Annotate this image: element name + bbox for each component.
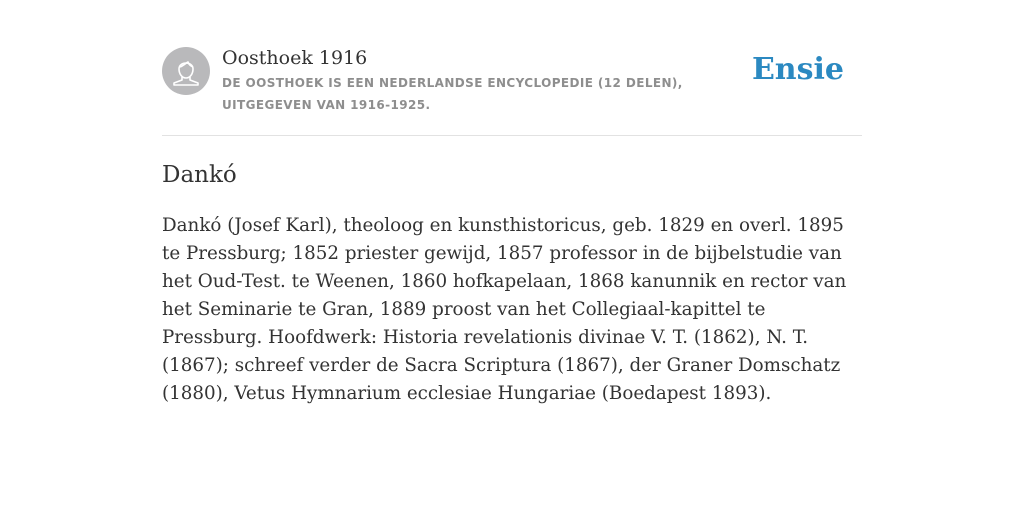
entry-title: Dankó bbox=[162, 162, 237, 188]
source-header bbox=[162, 0, 862, 136]
page-container bbox=[162, 0, 862, 404]
source-description: DE OOSTHOEK IS EEN NEDERLANDSE ENCYCLOPEDIE (12 DELEN), UITGEGEVEN VAN 1916-1925. bbox=[222, 76, 683, 112]
entry-body: Dankó (Josef Karl), theoloog en kunsthistoricus, geb. 1829 en overl. 1895 te Pressburg; 1852 priester gewijd, 1857 professor in de bijbelstudie van het Oud-Test. te Weenen, 1860 hofkapelaan, 1868 kanunnik en rector van het Seminarie te Gran, 1889 proost van het Collegiaal-kapittel te Pressburg. Hoofdwerk: Historia revelationis divinae V. T. (1862), N. T. (1867); schreef verder de Sacra Scriptura (1867), der Graner Domschatz (1880), Vetus Hymnarium ecclesiae Hungariae (Boedapest 1893). bbox=[162, 215, 847, 404]
source-info bbox=[222, 45, 762, 116]
source-title[interactable]: Oosthoek 1916 bbox=[222, 47, 368, 69]
brand-logo-link[interactable]: Ensie bbox=[751, 52, 844, 87]
user-icon bbox=[162, 47, 210, 95]
source-avatar[interactable] bbox=[162, 47, 210, 95]
